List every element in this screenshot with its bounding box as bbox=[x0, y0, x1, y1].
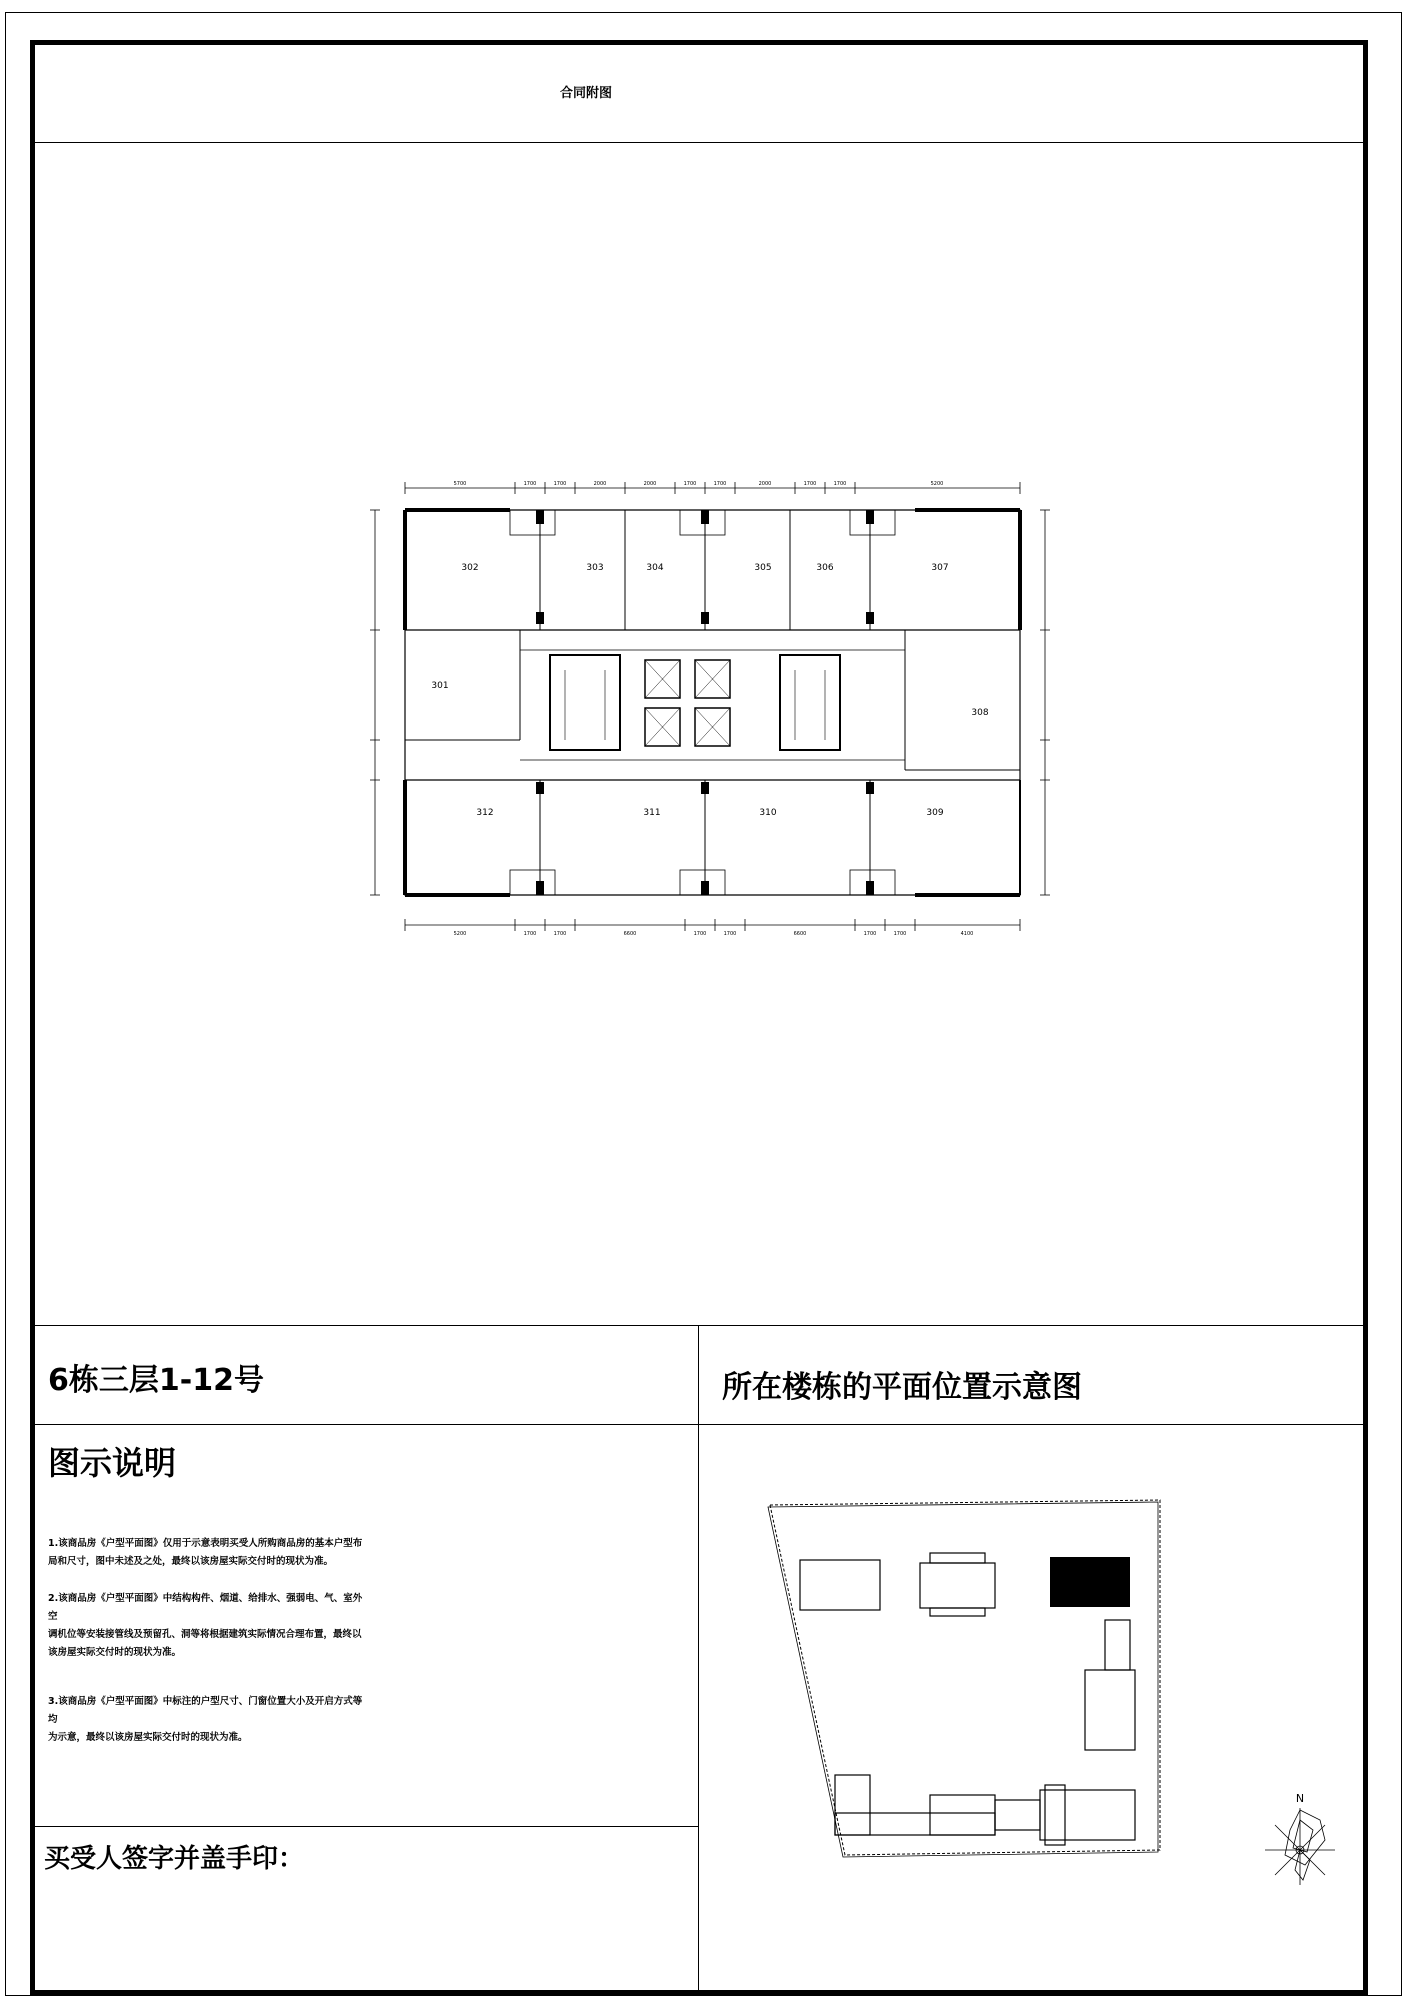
dim-label: 5700 bbox=[453, 481, 467, 487]
legend-title: 图示说明 bbox=[48, 1444, 177, 1482]
unit-304: 304 bbox=[646, 563, 664, 573]
unit-308: 308 bbox=[971, 708, 989, 718]
unit-301: 301 bbox=[431, 681, 449, 691]
unit-310: 310 bbox=[759, 808, 777, 818]
info-title-divider bbox=[35, 1424, 1363, 1425]
site-plan-drawing bbox=[760, 1495, 1170, 1875]
north-label: N bbox=[1295, 1792, 1305, 1805]
dim-label: 1700 bbox=[683, 481, 697, 487]
building-title: 6栋三层1-12号 bbox=[48, 1363, 264, 1398]
dim-label: 1700 bbox=[803, 481, 817, 487]
contract-title: 合同附图 bbox=[560, 86, 613, 101]
dim-label: 5200 bbox=[453, 931, 467, 937]
unit-309: 309 bbox=[926, 808, 944, 818]
dim-label: 4100 bbox=[960, 931, 974, 937]
dim-label: 2000 bbox=[643, 481, 657, 487]
building-block bbox=[800, 1560, 880, 1610]
building-block bbox=[1040, 1790, 1135, 1840]
current-building-highlight bbox=[1050, 1557, 1130, 1607]
compass-icon bbox=[1255, 1790, 1345, 1890]
unit-307: 307 bbox=[931, 563, 949, 573]
floor-plan-drawing bbox=[360, 470, 1060, 940]
dim-label: 2000 bbox=[593, 481, 607, 487]
note-1: 1.该商品房《户型平面图》仅用于示意表明买受人所购商品房的基本户型布 局和尺寸，图中未述及之处，最终以该房屋实际交付时的现状为准。 bbox=[48, 1538, 363, 1567]
dim-label: 6600 bbox=[623, 931, 637, 937]
building-block bbox=[1085, 1670, 1135, 1750]
unit-302: 302 bbox=[461, 563, 479, 573]
unit-305: 305 bbox=[754, 563, 772, 573]
dim-label: 1700 bbox=[863, 931, 877, 937]
dim-label: 1700 bbox=[553, 481, 567, 487]
building-block bbox=[920, 1563, 995, 1608]
dim-label: 1700 bbox=[523, 481, 537, 487]
dim-label: 5200 bbox=[930, 481, 944, 487]
dim-label: 1700 bbox=[693, 931, 707, 937]
unit-303: 303 bbox=[586, 563, 604, 573]
dim-label: 1700 bbox=[713, 481, 727, 487]
dim-label: 1700 bbox=[833, 481, 847, 487]
unit-311: 311 bbox=[643, 808, 661, 818]
info-vertical-divider bbox=[698, 1325, 699, 1990]
dim-label: 1700 bbox=[893, 931, 907, 937]
dim-label: 1700 bbox=[523, 931, 537, 937]
signature-label: 买受人签字并盖手印： bbox=[44, 1844, 305, 1874]
signature-divider bbox=[35, 1826, 698, 1827]
dim-label: 1700 bbox=[553, 931, 567, 937]
info-top-divider bbox=[35, 1325, 1363, 1326]
dim-label: 2000 bbox=[758, 481, 772, 487]
unit-306: 306 bbox=[816, 563, 834, 573]
note-2: 2.该商品房《户型平面图》中结构构件、烟道、给排水、强弱电、气、室外 空 调机位等安装接管线及预留孔、洞等将根据建筑实际情况合理布置，最终以 该房屋实际交付时的现状为准。 bbox=[48, 1593, 363, 1658]
dim-label: 1700 bbox=[723, 931, 737, 937]
unit-312: 312 bbox=[476, 808, 494, 818]
location-title: 所在楼栋的平面位置示意图 bbox=[722, 1370, 1082, 1405]
note-3: 3.该商品房《户型平面图》中标注的户型尺寸、门窗位置大小及开启方式等 均 为示意，最终以该房屋实际交付时的现状为准。 bbox=[48, 1696, 363, 1743]
dim-label: 6600 bbox=[793, 931, 807, 937]
header-divider bbox=[35, 142, 1363, 143]
